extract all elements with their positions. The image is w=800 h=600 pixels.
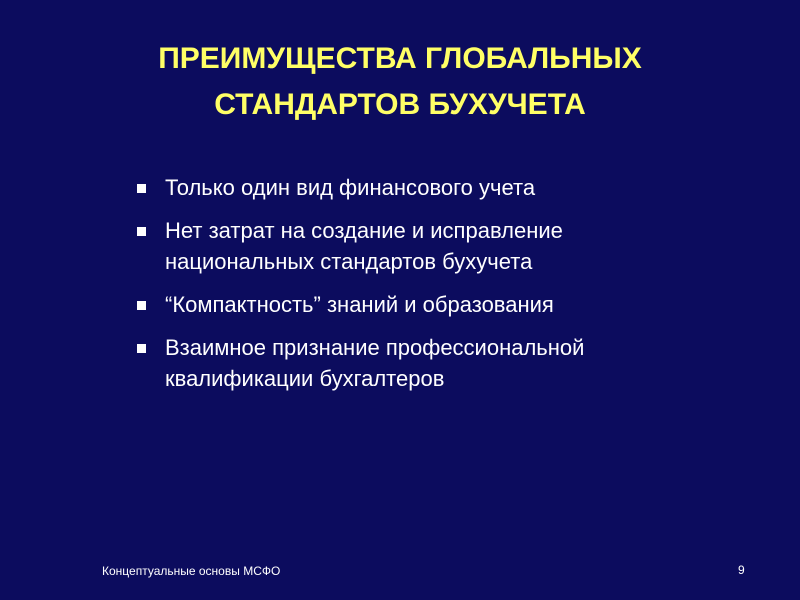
bullet-list	[136, 172, 736, 406]
slide-title-line-1: ПРЕИМУЩЕСТВА ГЛОБАЛЬНЫХ	[158, 42, 642, 75]
bullet-text	[165, 332, 736, 394]
bullet-line: Взаимное признание профессиональной	[165, 335, 585, 360]
square-bullet-icon	[137, 227, 146, 236]
bullet-line: квалификации бухгалтеров	[165, 366, 445, 391]
bullet-line: “Компактность” знаний и образования	[165, 292, 554, 317]
bullet-item	[136, 172, 736, 203]
slide-title-line-2: СТАНДАРТОВ БУХУЧЕТА	[214, 88, 586, 121]
bullet-item	[136, 332, 736, 394]
bullet-item	[136, 289, 736, 320]
square-bullet-icon	[137, 344, 146, 353]
page-number: 9	[738, 563, 745, 577]
square-bullet-icon	[137, 301, 146, 310]
footer-text: Концептуальные основы МСФО	[102, 564, 281, 578]
bullet-line: Только один вид финансового учета	[165, 175, 536, 200]
bullet-line: национальных стандартов бухучета	[165, 249, 533, 274]
slide-title	[0, 36, 800, 128]
bullet-text	[165, 289, 736, 320]
bullet-line: Нет затрат на создание и исправление	[165, 218, 563, 243]
square-bullet-icon	[137, 184, 146, 193]
bullet-text	[165, 172, 736, 203]
bullet-item	[136, 215, 736, 277]
bullet-text	[165, 215, 736, 277]
